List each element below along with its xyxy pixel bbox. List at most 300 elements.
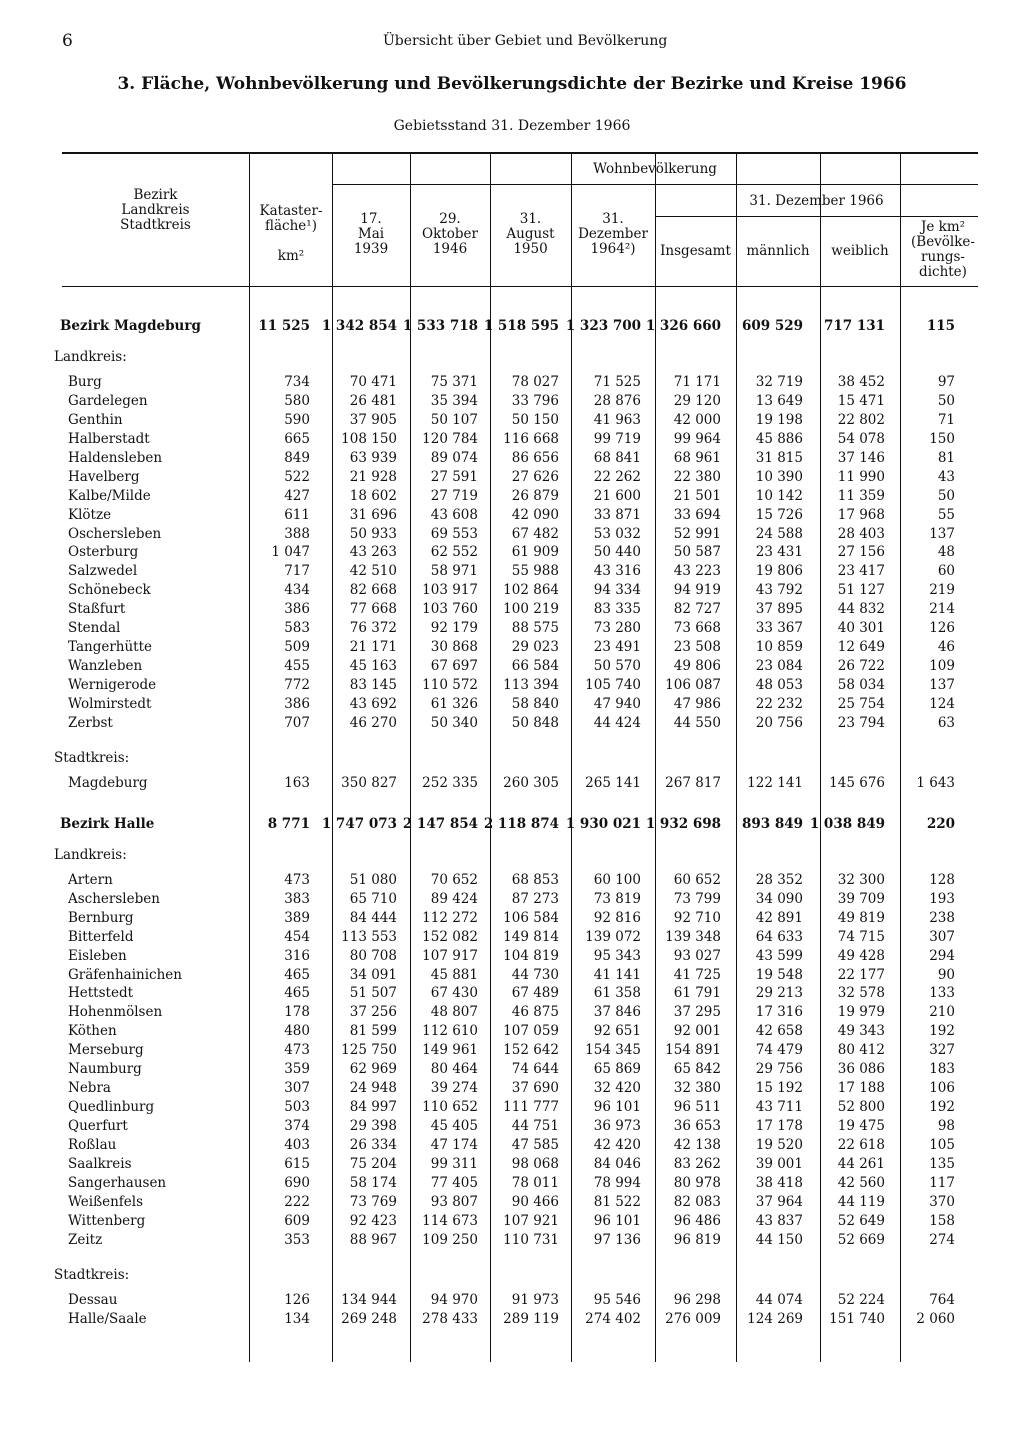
table-cell: 50 150 xyxy=(511,411,559,428)
row-name: Querfurt xyxy=(68,1118,131,1134)
table-cell: 386 xyxy=(284,601,310,618)
table-cell: 615 xyxy=(284,1156,310,1172)
table-cell: 70 471 xyxy=(349,373,397,390)
table-cell: 55 xyxy=(937,506,955,523)
table-cell: 78 994 xyxy=(593,1174,641,1191)
table-cell: 67 482 xyxy=(511,525,559,542)
table-cell: 65 869 xyxy=(593,1061,641,1078)
row-name: Burg xyxy=(68,374,105,390)
table-cell: 22 802 xyxy=(837,411,885,428)
table-cell: 27 719 xyxy=(430,487,478,504)
table-cell: 60 xyxy=(937,563,955,580)
table-cell: 359 xyxy=(284,1061,310,1078)
table-cell: 50 xyxy=(937,487,955,504)
row-label xyxy=(68,715,234,731)
table-cell: 1 930 021 xyxy=(565,815,641,832)
row-name: Bitterfeld xyxy=(68,929,136,945)
table-cell: 34 090 xyxy=(755,890,803,907)
row-label xyxy=(68,910,234,926)
table-cell: 92 179 xyxy=(430,620,478,637)
table-cell: 2 118 874 xyxy=(483,815,559,832)
table-cell: 96 298 xyxy=(673,1291,721,1308)
table-cell: 81 xyxy=(937,449,955,466)
table-cell: 62 969 xyxy=(349,1061,397,1078)
row-label xyxy=(68,582,234,598)
table-cell: 260 305 xyxy=(503,774,559,791)
table-cell: 609 529 xyxy=(741,318,803,334)
table-cell: 93 027 xyxy=(673,947,721,964)
table-cell: 51 507 xyxy=(349,985,397,1002)
row-label xyxy=(68,544,234,560)
table-cell: 23 491 xyxy=(593,639,641,656)
table-cell: 19 198 xyxy=(755,411,803,428)
row-label xyxy=(68,1042,234,1058)
table-cell: 26 481 xyxy=(349,392,397,409)
table-cell: 350 827 xyxy=(341,774,397,791)
table-cell: 33 367 xyxy=(755,620,803,637)
table-cell: 124 xyxy=(929,696,955,713)
table-cell: 92 423 xyxy=(349,1212,397,1229)
table-cell: 110 572 xyxy=(422,677,478,694)
header-1939-line: Mai xyxy=(357,226,385,242)
table-cell: 50 848 xyxy=(511,715,559,731)
table-cell: 42 000 xyxy=(673,411,721,428)
table-cell: 42 420 xyxy=(593,1137,641,1154)
table-cell: 37 146 xyxy=(837,449,885,466)
table-cell: 24 588 xyxy=(755,525,803,542)
page-number: 6 xyxy=(62,31,73,51)
table-cell: 18 602 xyxy=(349,487,397,504)
table-cell: 583 xyxy=(284,620,310,637)
table-cell: 192 xyxy=(929,1023,955,1040)
header-weiblich: weiblich xyxy=(831,243,889,259)
table-cell: 135 xyxy=(929,1156,955,1172)
table-cell: 137 xyxy=(929,525,955,542)
table-cell: 17 178 xyxy=(755,1118,803,1135)
table-cell: 113 553 xyxy=(341,928,397,945)
table-cell: 120 784 xyxy=(422,430,478,447)
row-label xyxy=(68,985,234,1001)
table-cell: 21 501 xyxy=(673,487,721,504)
table-cell: 28 876 xyxy=(593,392,641,409)
header-density-line: (Bevölke- xyxy=(911,234,975,250)
row-name: Weißenfels xyxy=(68,1194,146,1210)
table-cell: 51 127 xyxy=(837,582,885,599)
table-cell: 454 xyxy=(284,928,310,945)
table-cell: 83 335 xyxy=(593,601,641,618)
row-name: Osterburg xyxy=(68,544,141,560)
table-cell: 43 223 xyxy=(673,563,721,580)
table-cell: 105 740 xyxy=(585,677,641,694)
table-cell: 45 163 xyxy=(349,658,397,675)
table-cell: 178 xyxy=(284,1004,310,1021)
row-name: Quedlinburg xyxy=(68,1099,157,1115)
table-cell: 90 xyxy=(937,966,955,983)
table-cell: 50 xyxy=(937,392,955,409)
table-cell: 68 961 xyxy=(673,449,721,466)
table-cell: 22 232 xyxy=(755,696,803,713)
table-cell: 22 177 xyxy=(837,966,885,983)
table-cell: 102 864 xyxy=(503,582,559,599)
row-label xyxy=(68,775,234,791)
table-cell: 32 300 xyxy=(837,871,885,888)
table-cell: 96 101 xyxy=(593,1099,641,1116)
district-label xyxy=(60,816,232,832)
table-cell: 42 891 xyxy=(755,909,803,926)
table-cell: 63 939 xyxy=(349,449,397,466)
table-cell: 60 100 xyxy=(593,871,641,888)
table-cell: 465 xyxy=(284,985,310,1002)
table-cell: 49 343 xyxy=(837,1023,885,1040)
row-label xyxy=(68,872,234,888)
table-cell: 47 585 xyxy=(511,1137,559,1154)
table-cell: 83 145 xyxy=(349,677,397,694)
table-cell: 24 948 xyxy=(349,1080,397,1097)
table-cell: 48 xyxy=(937,544,955,561)
table-cell: 465 xyxy=(284,966,310,983)
table-cell: 307 xyxy=(284,1080,310,1097)
table-cell: 39 274 xyxy=(430,1080,478,1097)
table-cell: 289 119 xyxy=(503,1310,559,1327)
row-label xyxy=(68,658,234,674)
table-cell: 50 570 xyxy=(593,658,641,675)
table-cell: 611 xyxy=(284,506,310,523)
section-label: Landkreis: xyxy=(54,348,127,365)
section-label: Landkreis: xyxy=(54,846,127,863)
table-cell: 97 136 xyxy=(593,1231,641,1248)
table-cell: 27 626 xyxy=(511,468,559,485)
table-cell: 53 032 xyxy=(593,525,641,542)
row-name: Dessau xyxy=(68,1292,120,1308)
table-cell: 25 754 xyxy=(837,696,885,713)
table-cell: 12 649 xyxy=(837,639,885,656)
table-cell: 27 591 xyxy=(430,468,478,485)
header-density-line: rungs- xyxy=(921,249,965,265)
table-cell: 116 668 xyxy=(503,430,559,447)
table-cell: 33 871 xyxy=(593,506,641,523)
table-cell: 1 747 073 xyxy=(321,815,397,832)
row-name: Hettstedt xyxy=(68,985,136,1001)
table-cell: 316 xyxy=(284,947,310,964)
table-cell: 73 819 xyxy=(593,890,641,907)
table-cell: 95 343 xyxy=(593,947,641,964)
table-cell: 52 800 xyxy=(837,1099,885,1116)
table-cell: 28 403 xyxy=(837,525,885,542)
table-cell: 111 777 xyxy=(503,1099,559,1116)
table-cell: 98 xyxy=(937,1118,955,1135)
table-cell: 158 xyxy=(929,1212,955,1229)
table-cell: 1 326 660 xyxy=(645,318,721,334)
table-cell: 43 263 xyxy=(349,544,397,561)
table-cell: 97 xyxy=(937,373,955,390)
table-cell: 19 548 xyxy=(755,966,803,983)
table-cell: 96 819 xyxy=(673,1231,721,1248)
table-cell: 893 849 xyxy=(741,815,803,832)
table-cell: 473 xyxy=(284,871,310,888)
table-cell: 374 xyxy=(284,1118,310,1135)
table-cell: 89 074 xyxy=(430,449,478,466)
row-label xyxy=(68,1137,234,1153)
table-cell: 58 034 xyxy=(837,677,885,694)
table-cell: 84 046 xyxy=(593,1156,641,1172)
header-1939-line: 17. xyxy=(360,211,382,227)
table-cell: 112 272 xyxy=(422,909,478,926)
header-area-line: km² xyxy=(277,248,305,264)
table-cell: 17 316 xyxy=(755,1004,803,1021)
table-cell: 74 644 xyxy=(511,1061,559,1078)
table-cell: 238 xyxy=(929,909,955,926)
table-cell: 36 086 xyxy=(837,1061,885,1078)
table-cell: 74 479 xyxy=(755,1042,803,1059)
table-cell: 1 643 xyxy=(916,774,955,791)
table-cell: 386 xyxy=(284,696,310,713)
table-cell: 252 335 xyxy=(422,774,478,791)
table-cell: 1 047 xyxy=(271,544,310,561)
header-1946 xyxy=(410,212,490,257)
table-cell: 104 819 xyxy=(503,947,559,964)
table-cell: 294 xyxy=(929,947,955,964)
table-cell: 126 xyxy=(284,1291,310,1308)
table-cell: 47 940 xyxy=(593,696,641,713)
row-name: Eisleben xyxy=(68,948,130,964)
table-cell: 122 141 xyxy=(747,774,803,791)
header-density-line: dichte) xyxy=(919,264,967,280)
table-cell: 92 710 xyxy=(673,909,721,926)
row-name: Magdeburg xyxy=(68,775,151,791)
table-cell: 31 815 xyxy=(755,449,803,466)
row-label xyxy=(68,601,234,617)
table-cell: 17 188 xyxy=(837,1080,885,1097)
table-cell: 36 973 xyxy=(593,1118,641,1135)
table-cell: 152 642 xyxy=(503,1042,559,1059)
table-cell: 52 224 xyxy=(837,1291,885,1308)
table-cell: 67 489 xyxy=(511,985,559,1002)
table-cell: 43 692 xyxy=(349,696,397,713)
table-cell: 82 727 xyxy=(673,601,721,618)
table-cell: 110 652 xyxy=(422,1099,478,1116)
table-cell: 44 751 xyxy=(511,1118,559,1135)
row-name: Salzwedel xyxy=(68,563,140,579)
row-name: Oschersleben xyxy=(68,526,164,542)
table-cell: 99 964 xyxy=(673,430,721,447)
table-cell: 43 711 xyxy=(755,1099,803,1116)
table-cell: 71 171 xyxy=(673,373,721,390)
table-cell: 580 xyxy=(284,392,310,409)
table-cell: 47 174 xyxy=(430,1137,478,1154)
table-cell: 23 417 xyxy=(837,563,885,580)
table-cell: 52 649 xyxy=(837,1212,885,1229)
table-cell: 31 696 xyxy=(349,506,397,523)
dec1966-rule xyxy=(655,216,978,217)
row-label xyxy=(68,488,234,504)
row-name: Köthen xyxy=(68,1023,120,1039)
table-cell: 103 760 xyxy=(422,601,478,618)
header-1950-line: 31. xyxy=(519,211,542,227)
row-label xyxy=(68,1023,234,1039)
table-cell: 62 552 xyxy=(430,544,478,561)
table-cell: 44 832 xyxy=(837,601,885,618)
table-cell: 10 390 xyxy=(755,468,803,485)
table-cell: 265 141 xyxy=(585,774,641,791)
table-cell: 609 xyxy=(284,1212,310,1229)
table-cell: 36 653 xyxy=(673,1118,721,1135)
table-cell: 27 156 xyxy=(837,544,885,561)
table-cell: 214 xyxy=(929,601,955,618)
header-area-line: fläche¹) xyxy=(265,218,317,234)
table-cell: 51 080 xyxy=(349,871,397,888)
table-cell: 94 334 xyxy=(593,582,641,599)
table-cell: 43 xyxy=(937,468,955,485)
table-cell: 590 xyxy=(284,411,310,428)
table-subtitle: Gebietsstand 31. Dezember 1966 xyxy=(393,118,631,134)
row-label xyxy=(68,1099,234,1115)
header-insgesamt: Insgesamt xyxy=(660,243,731,259)
table-cell: 89 424 xyxy=(430,890,478,907)
header-area-line xyxy=(250,234,332,249)
table-cell: 388 xyxy=(284,525,310,542)
row-label xyxy=(68,891,234,907)
table-cell: 113 394 xyxy=(503,677,559,694)
table-cell: 58 174 xyxy=(349,1174,397,1191)
table-cell: 37 895 xyxy=(755,601,803,618)
table-cell: 22 618 xyxy=(837,1137,885,1154)
table-cell: 50 587 xyxy=(673,544,721,561)
table-cell: 29 023 xyxy=(511,639,559,656)
table-cell: 717 xyxy=(284,563,310,580)
table-cell: 50 107 xyxy=(430,411,478,428)
header-area xyxy=(250,204,332,264)
row-name: Kalbe/Milde xyxy=(68,488,154,504)
header-density xyxy=(900,220,986,280)
table-cell: 19 806 xyxy=(755,563,803,580)
running-head: Übersicht über Gebiet und Bevölkerung xyxy=(383,33,668,49)
table-cell: 269 248 xyxy=(341,1310,397,1327)
row-name: Bezirk Halle xyxy=(60,816,157,832)
table-cell: 77 668 xyxy=(349,601,397,618)
row-label xyxy=(68,1232,234,1248)
table-cell: 772 xyxy=(284,677,310,694)
header-area-line: Kataster- xyxy=(259,203,323,219)
row-name: Bezirk Magdeburg xyxy=(60,318,204,334)
header-1946-line: 1946 xyxy=(432,241,468,257)
table-cell: 151 740 xyxy=(829,1310,885,1327)
table-cell: 61 791 xyxy=(673,985,721,1002)
table-cell: 38 452 xyxy=(837,373,885,390)
row-name: Hohenmölsen xyxy=(68,1004,165,1020)
table-cell: 106 xyxy=(929,1080,955,1097)
table-cell: 49 819 xyxy=(837,909,885,926)
table-cell: 23 431 xyxy=(755,544,803,561)
row-label xyxy=(68,450,234,466)
row-label xyxy=(68,696,234,712)
table-cell: 47 986 xyxy=(673,696,721,713)
table-cell: 2 147 854 xyxy=(402,815,478,832)
row-name: Bernburg xyxy=(68,910,137,926)
table-cell: 81 599 xyxy=(349,1023,397,1040)
table-cell: 71 525 xyxy=(593,373,641,390)
table-cell: 93 807 xyxy=(430,1193,478,1210)
table-cell: 45 881 xyxy=(430,966,478,983)
table-cell: 1 518 595 xyxy=(483,318,559,334)
table-cell: 52 669 xyxy=(837,1231,885,1248)
row-name: Havelberg xyxy=(68,469,142,485)
table-cell: 74 715 xyxy=(837,928,885,945)
table-cell: 83 262 xyxy=(673,1156,721,1172)
table-title: 3. Fläche, Wohnbevölkerung und Bevölkerungsdichte der Bezirke und Kreise 1966 xyxy=(117,74,907,94)
table-cell: 22 262 xyxy=(593,468,641,485)
table-cell: 274 402 xyxy=(585,1310,641,1327)
table-cell: 64 633 xyxy=(755,928,803,945)
table-cell: 219 xyxy=(929,582,955,599)
row-label xyxy=(68,677,234,693)
table-cell: 75 371 xyxy=(430,373,478,390)
table-cell: 44 119 xyxy=(837,1193,885,1210)
table-cell: 48 053 xyxy=(755,677,803,694)
table-cell: 29 398 xyxy=(349,1118,397,1135)
table-cell: 23 794 xyxy=(837,715,885,731)
table-cell: 107 921 xyxy=(503,1212,559,1229)
table-cell: 80 708 xyxy=(349,947,397,964)
header-1964 xyxy=(571,212,655,257)
row-label xyxy=(68,620,234,636)
table-cell: 80 464 xyxy=(430,1061,478,1078)
table-cell: 107 917 xyxy=(422,947,478,964)
table-cell: 133 xyxy=(929,985,955,1002)
table-cell: 128 xyxy=(929,871,955,888)
table-cell: 23 084 xyxy=(755,658,803,675)
row-label xyxy=(68,1175,234,1191)
table-cell: 32 578 xyxy=(837,985,885,1002)
header-region xyxy=(62,188,249,233)
table-cell: 65 842 xyxy=(673,1061,721,1078)
table-cell: 92 816 xyxy=(593,909,641,926)
table-cell: 61 909 xyxy=(511,544,559,561)
table-cell: 276 009 xyxy=(665,1310,721,1327)
table-cell: 707 xyxy=(284,715,310,731)
table-cell: 19 979 xyxy=(837,1004,885,1021)
table-cell: 92 001 xyxy=(673,1023,721,1040)
row-label xyxy=(68,1118,234,1134)
table-cell: 15 471 xyxy=(837,392,885,409)
table-cell: 80 412 xyxy=(837,1042,885,1059)
table-cell: 98 068 xyxy=(511,1156,559,1172)
table-cell: 21 600 xyxy=(593,487,641,504)
table-cell: 267 817 xyxy=(665,774,721,791)
table-cell: 38 418 xyxy=(755,1174,803,1191)
table-cell: 42 090 xyxy=(511,506,559,523)
table-cell: 86 656 xyxy=(511,449,559,466)
table-cell: 278 433 xyxy=(422,1310,478,1327)
table-cell: 99 719 xyxy=(593,430,641,447)
table-cell: 1 533 718 xyxy=(402,318,478,334)
table-cell: 163 xyxy=(284,774,310,791)
table-cell: 20 756 xyxy=(755,715,803,731)
table-cell: 96 511 xyxy=(673,1099,721,1116)
table-cell: 149 961 xyxy=(422,1042,478,1059)
table-cell: 42 560 xyxy=(837,1174,885,1191)
table-cell: 10 142 xyxy=(755,487,803,504)
table-cell: 849 xyxy=(284,449,310,466)
table-cell: 110 731 xyxy=(503,1231,559,1248)
table-cell: 50 440 xyxy=(593,544,641,561)
table-cell: 11 525 xyxy=(258,318,310,334)
table-cell: 327 xyxy=(929,1042,955,1059)
table-cell: 73 769 xyxy=(349,1193,397,1210)
table-cell: 220 xyxy=(926,815,955,832)
row-label xyxy=(68,1213,234,1229)
row-name: Stendal xyxy=(68,620,123,636)
row-name: Halle/Saale xyxy=(68,1311,150,1327)
